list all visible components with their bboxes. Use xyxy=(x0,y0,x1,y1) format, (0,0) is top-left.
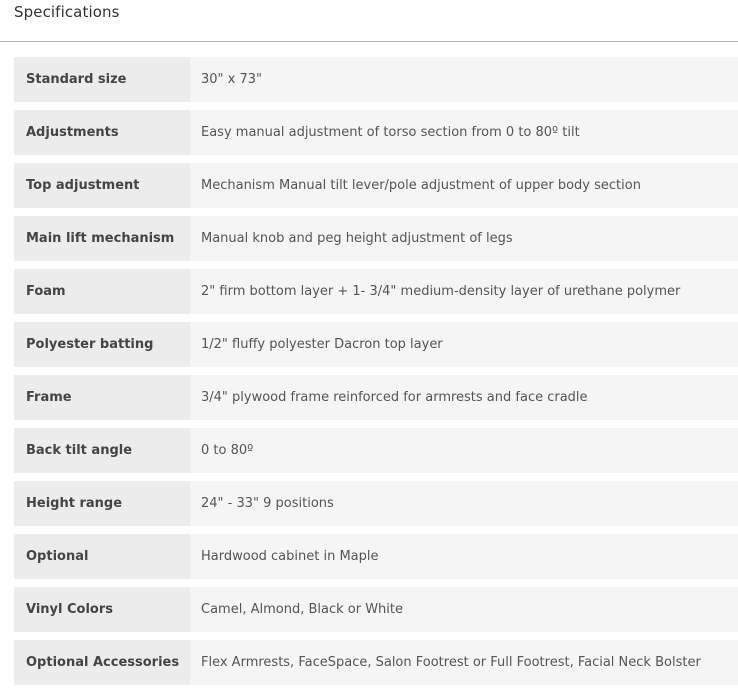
spec-value: Mechanism Manual tilt lever/pole adjustment of upper body section xyxy=(190,163,738,208)
spec-value: Easy manual adjustment of torso section from 0 to 80º tilt xyxy=(190,110,738,155)
spec-label: Optional xyxy=(14,534,190,579)
spec-row-adjustments xyxy=(14,110,738,155)
spec-label: Adjustments xyxy=(14,110,190,155)
spec-label: Main lift mechanism xyxy=(14,216,190,261)
spec-label: Height range xyxy=(14,481,190,526)
spec-label: Standard size xyxy=(14,57,190,102)
spec-value: 2" firm bottom layer + 1- 3/4" medium-density layer of urethane polymer xyxy=(190,269,738,314)
section-title: Specifications xyxy=(14,3,120,21)
title-divider xyxy=(0,41,738,42)
specifications-table xyxy=(14,57,738,693)
spec-label: Foam xyxy=(14,269,190,314)
spec-value: Flex Armrests, FaceSpace, Salon Footrest or Full Footrest, Facial Neck Bolster xyxy=(190,640,738,685)
spec-label: Frame xyxy=(14,375,190,420)
spec-row-optional-accessories xyxy=(14,640,738,685)
spec-label: Vinyl Colors xyxy=(14,587,190,632)
spec-row-standard-size xyxy=(14,57,738,102)
spec-row-main-lift-mechanism xyxy=(14,216,738,261)
spec-value: 1/2" fluffy polyester Dacron top layer xyxy=(190,322,738,367)
spec-value: Hardwood cabinet in Maple xyxy=(190,534,738,579)
spec-value: 0 to 80º xyxy=(190,428,738,473)
spec-value: Manual knob and peg height adjustment of legs xyxy=(190,216,738,261)
spec-value: 24" - 33" 9 positions xyxy=(190,481,738,526)
spec-label: Top adjustment xyxy=(14,163,190,208)
spec-row-vinyl-colors xyxy=(14,587,738,632)
spec-row-polyester-batting xyxy=(14,322,738,367)
spec-label: Back tilt angle xyxy=(14,428,190,473)
spec-row-foam xyxy=(14,269,738,314)
spec-row-frame xyxy=(14,375,738,420)
spec-value: 30" x 73" xyxy=(190,57,738,102)
spec-label: Polyester batting xyxy=(14,322,190,367)
spec-row-height-range xyxy=(14,481,738,526)
spec-row-top-adjustment xyxy=(14,163,738,208)
spec-row-optional xyxy=(14,534,738,579)
spec-row-back-tilt-angle xyxy=(14,428,738,473)
spec-value: Camel, Almond, Black or White xyxy=(190,587,738,632)
spec-label: Optional Accessories xyxy=(14,640,190,685)
spec-value: 3/4" plywood frame reinforced for armrests and face cradle xyxy=(190,375,738,420)
